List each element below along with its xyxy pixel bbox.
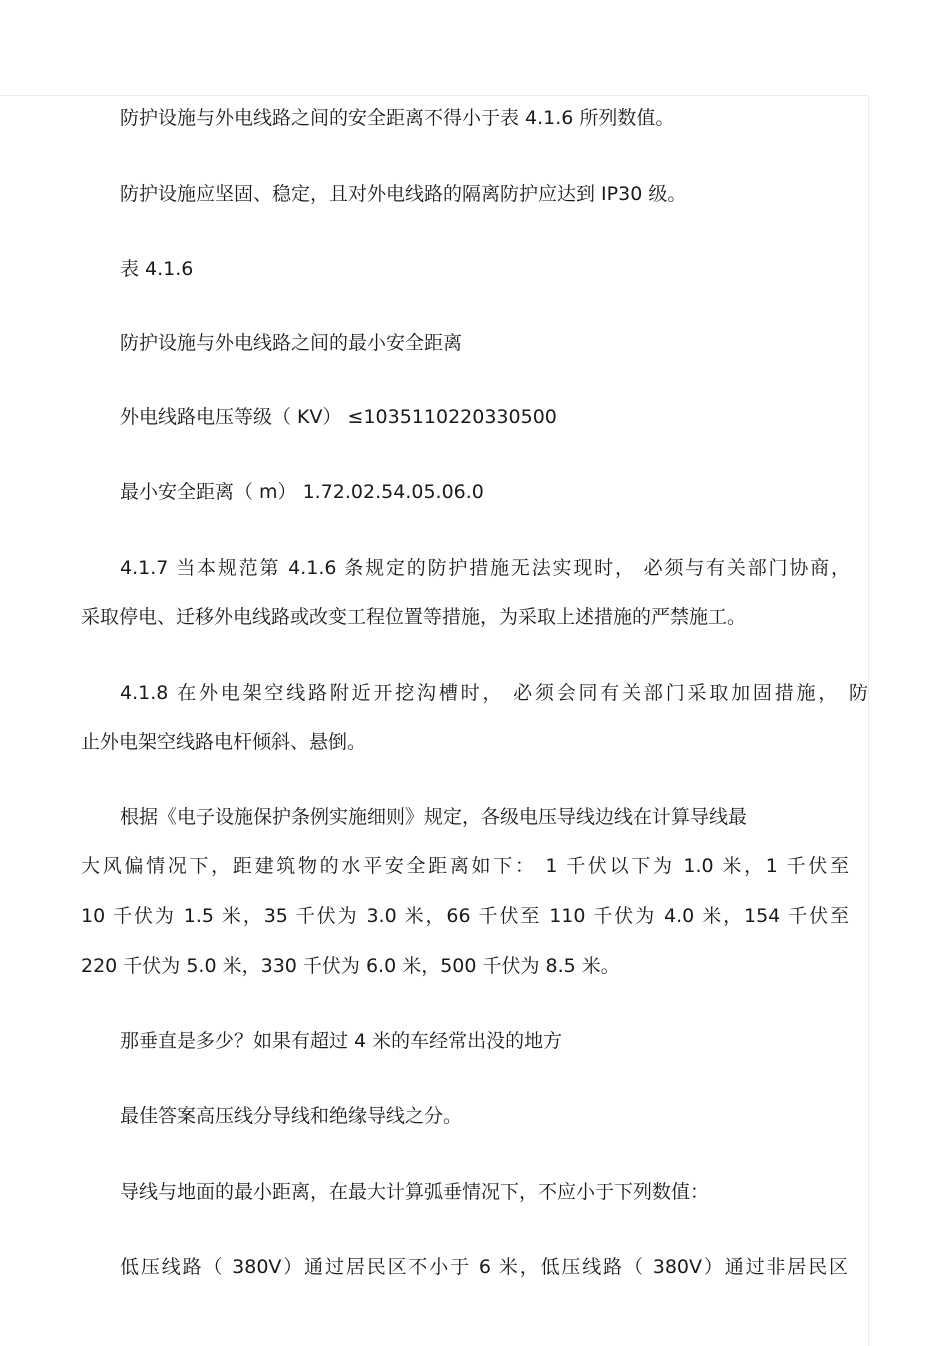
table-title: 防护设施与外电线路之间的最小安全距离 — [120, 332, 463, 354]
table-row-distance: 最小安全距离（ m） 1.72.02.54.05.06.0 — [120, 481, 484, 503]
paragraph-protection-level: 防护设施应坚固、稳定，且对外电线路的隔离防护应达到 IP30 级。 — [120, 183, 687, 205]
clause-4-1-8-line2: 止外电架空线路电杆倾斜、悬倒。 — [81, 731, 367, 753]
page-frame — [0, 95, 869, 1346]
paragraph-safety-distance: 防护设施与外电线路之间的安全距离不得小于表 4.1.6 所列数值。 — [120, 107, 675, 129]
table-row-voltage: 外电线路电压等级（ KV） ≤1035110220330500 — [120, 406, 557, 428]
question-vertical: 那垂直是多少？如果有超过 4 米的车经常出没的地方 — [120, 1030, 563, 1052]
regulation-line4: 220 千伏为 5.0 米，330 千伏为 6.0 米，500 千伏为 8.5 米。 — [81, 955, 620, 977]
ground-distance-intro: 导线与地面的最小距离，在最大计算弧垂情况下，不应小于下列数值： — [120, 1181, 710, 1203]
regulation-line3: 10 千伏为 1.5 米，35 千伏为 3.0 米，66 千伏至 110 千伏为 4.0 米，154 千伏至 — [81, 905, 849, 927]
low-voltage-line: 低压线路（ 380V）通过居民区不小于 6 米，低压线路（ 380V）通过非居民区 — [120, 1256, 848, 1278]
regulation-line1: 根据《电子设施保护条例实施细则》规定，各级电压导线边线在计算导线最 — [120, 806, 748, 828]
clause-4-1-7-line1: 4.1.7 当本规范第 4.1.6 条规定的防护措施无法实现时， 必须与有关部门协商， — [120, 557, 850, 579]
clause-4-1-7-line2: 采取停电、迁移外电线路或改变工程位置等措施，为采取上述措施的严禁施工。 — [81, 606, 747, 628]
table-number: 表 4.1.6 — [120, 258, 194, 280]
regulation-line2: 大风偏情况下，距建筑物的水平安全距离如下： 1 千伏以下为 1.0 米，1 千伏至 — [81, 855, 849, 877]
best-answer: 最佳答案高压线分导线和绝缘导线之分。 — [120, 1105, 463, 1127]
clause-4-1-8-line1: 4.1.8 在外电架空线路附近开挖沟槽时， 必须会同有关部门采取加固措施， 防 — [120, 682, 868, 704]
